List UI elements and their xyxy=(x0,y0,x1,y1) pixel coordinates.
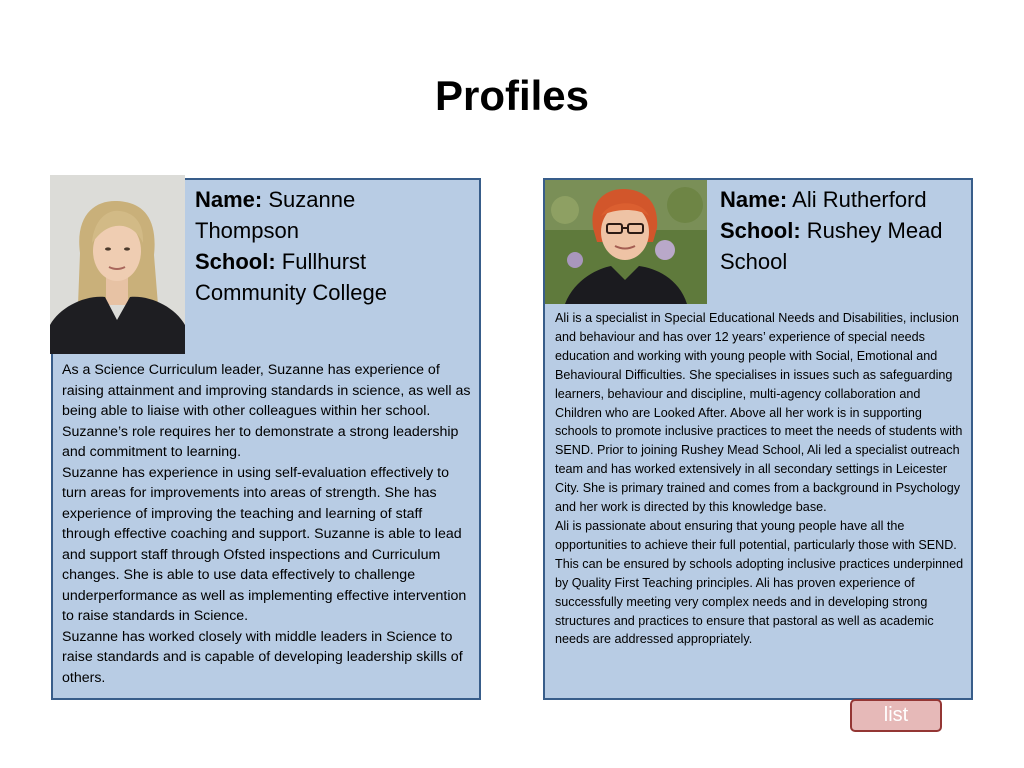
school-label: School: xyxy=(195,249,276,274)
list-button[interactable]: list xyxy=(850,699,942,732)
profile-name: Suzanne Thompson xyxy=(195,187,356,243)
profile-photo-ali xyxy=(545,180,707,304)
name-label: Name: xyxy=(720,187,788,212)
name-label: Name: xyxy=(195,187,263,212)
profile-header-suzanne xyxy=(195,184,455,308)
bio-paragraph: Ali is passionate about ensuring that young people have all the opportunities to achieve their full potential, particularly those with SEND. This can be ensured by schools adopting inclusive practices underpinned by Quality First Teaching principles. Ali has proven experience of successfully meeting very complex needs and in developing strong structures and practices to ensure that pastoral as well as academic needs are addressed appropriately. xyxy=(555,518,964,647)
profile-name: Ali Rutherford xyxy=(792,187,927,212)
profile-bio-suzanne xyxy=(62,360,474,688)
bio-paragraph: Suzanne has worked closely with middle leaders in Science to raise standards and is capable of developing leadership skills of others. xyxy=(62,628,463,686)
bio-paragraph: Suzanne has experience in using self-evaluation effectively to turn areas for improvements into areas of strength. She has experience of improving the teaching and learning of staff through effective coaching and support. Suzanne is able to lead and support staff through Ofsted inspections and Curriculum changes. She is able to use data effectively to challenge underperformance as well as implementing effective intervention to raise standards in Science. xyxy=(62,464,467,624)
school-label: School: xyxy=(720,218,801,243)
bio-paragraph: Ali is a specialist in Special Educational Needs and Disabilities, inclusion and behaviour and has over 12 years’ experience of special needs education and working with young people with Social, Emotional and Behavioural Difficulties. She specialises in issues such as safeguarding learners, behaviour and discipline, multi-agency collaboration and Children who are Looked After. Above all her work is in supporting schools to promote inclusive practices to meet the needs of students with SEND. Prior to joining Rushey Mead School, Ali led a specialist outreach team and has worked extensively in all secondary settings in Leicester City. She is primary trained and comes from a background in Psychology and her work is directed by this knowledge base. xyxy=(555,311,963,515)
profile-school: Rushey Mead School xyxy=(720,218,943,274)
profile-bio-ali xyxy=(555,309,967,649)
bio-paragraph: As a Science Curriculum leader, Suzanne has experience of raising attainment and improving standards in science, as well as being able to liaise with other colleagues within her school. Suzanne’s role requires her to demonstrate a strong leadership and commitment to learning. xyxy=(62,362,471,460)
profile-school: Fullhurst Community College xyxy=(195,249,387,305)
slide-title: Profiles xyxy=(434,72,590,119)
profile-photo-suzanne xyxy=(50,175,185,354)
profile-header-ali xyxy=(720,184,970,277)
